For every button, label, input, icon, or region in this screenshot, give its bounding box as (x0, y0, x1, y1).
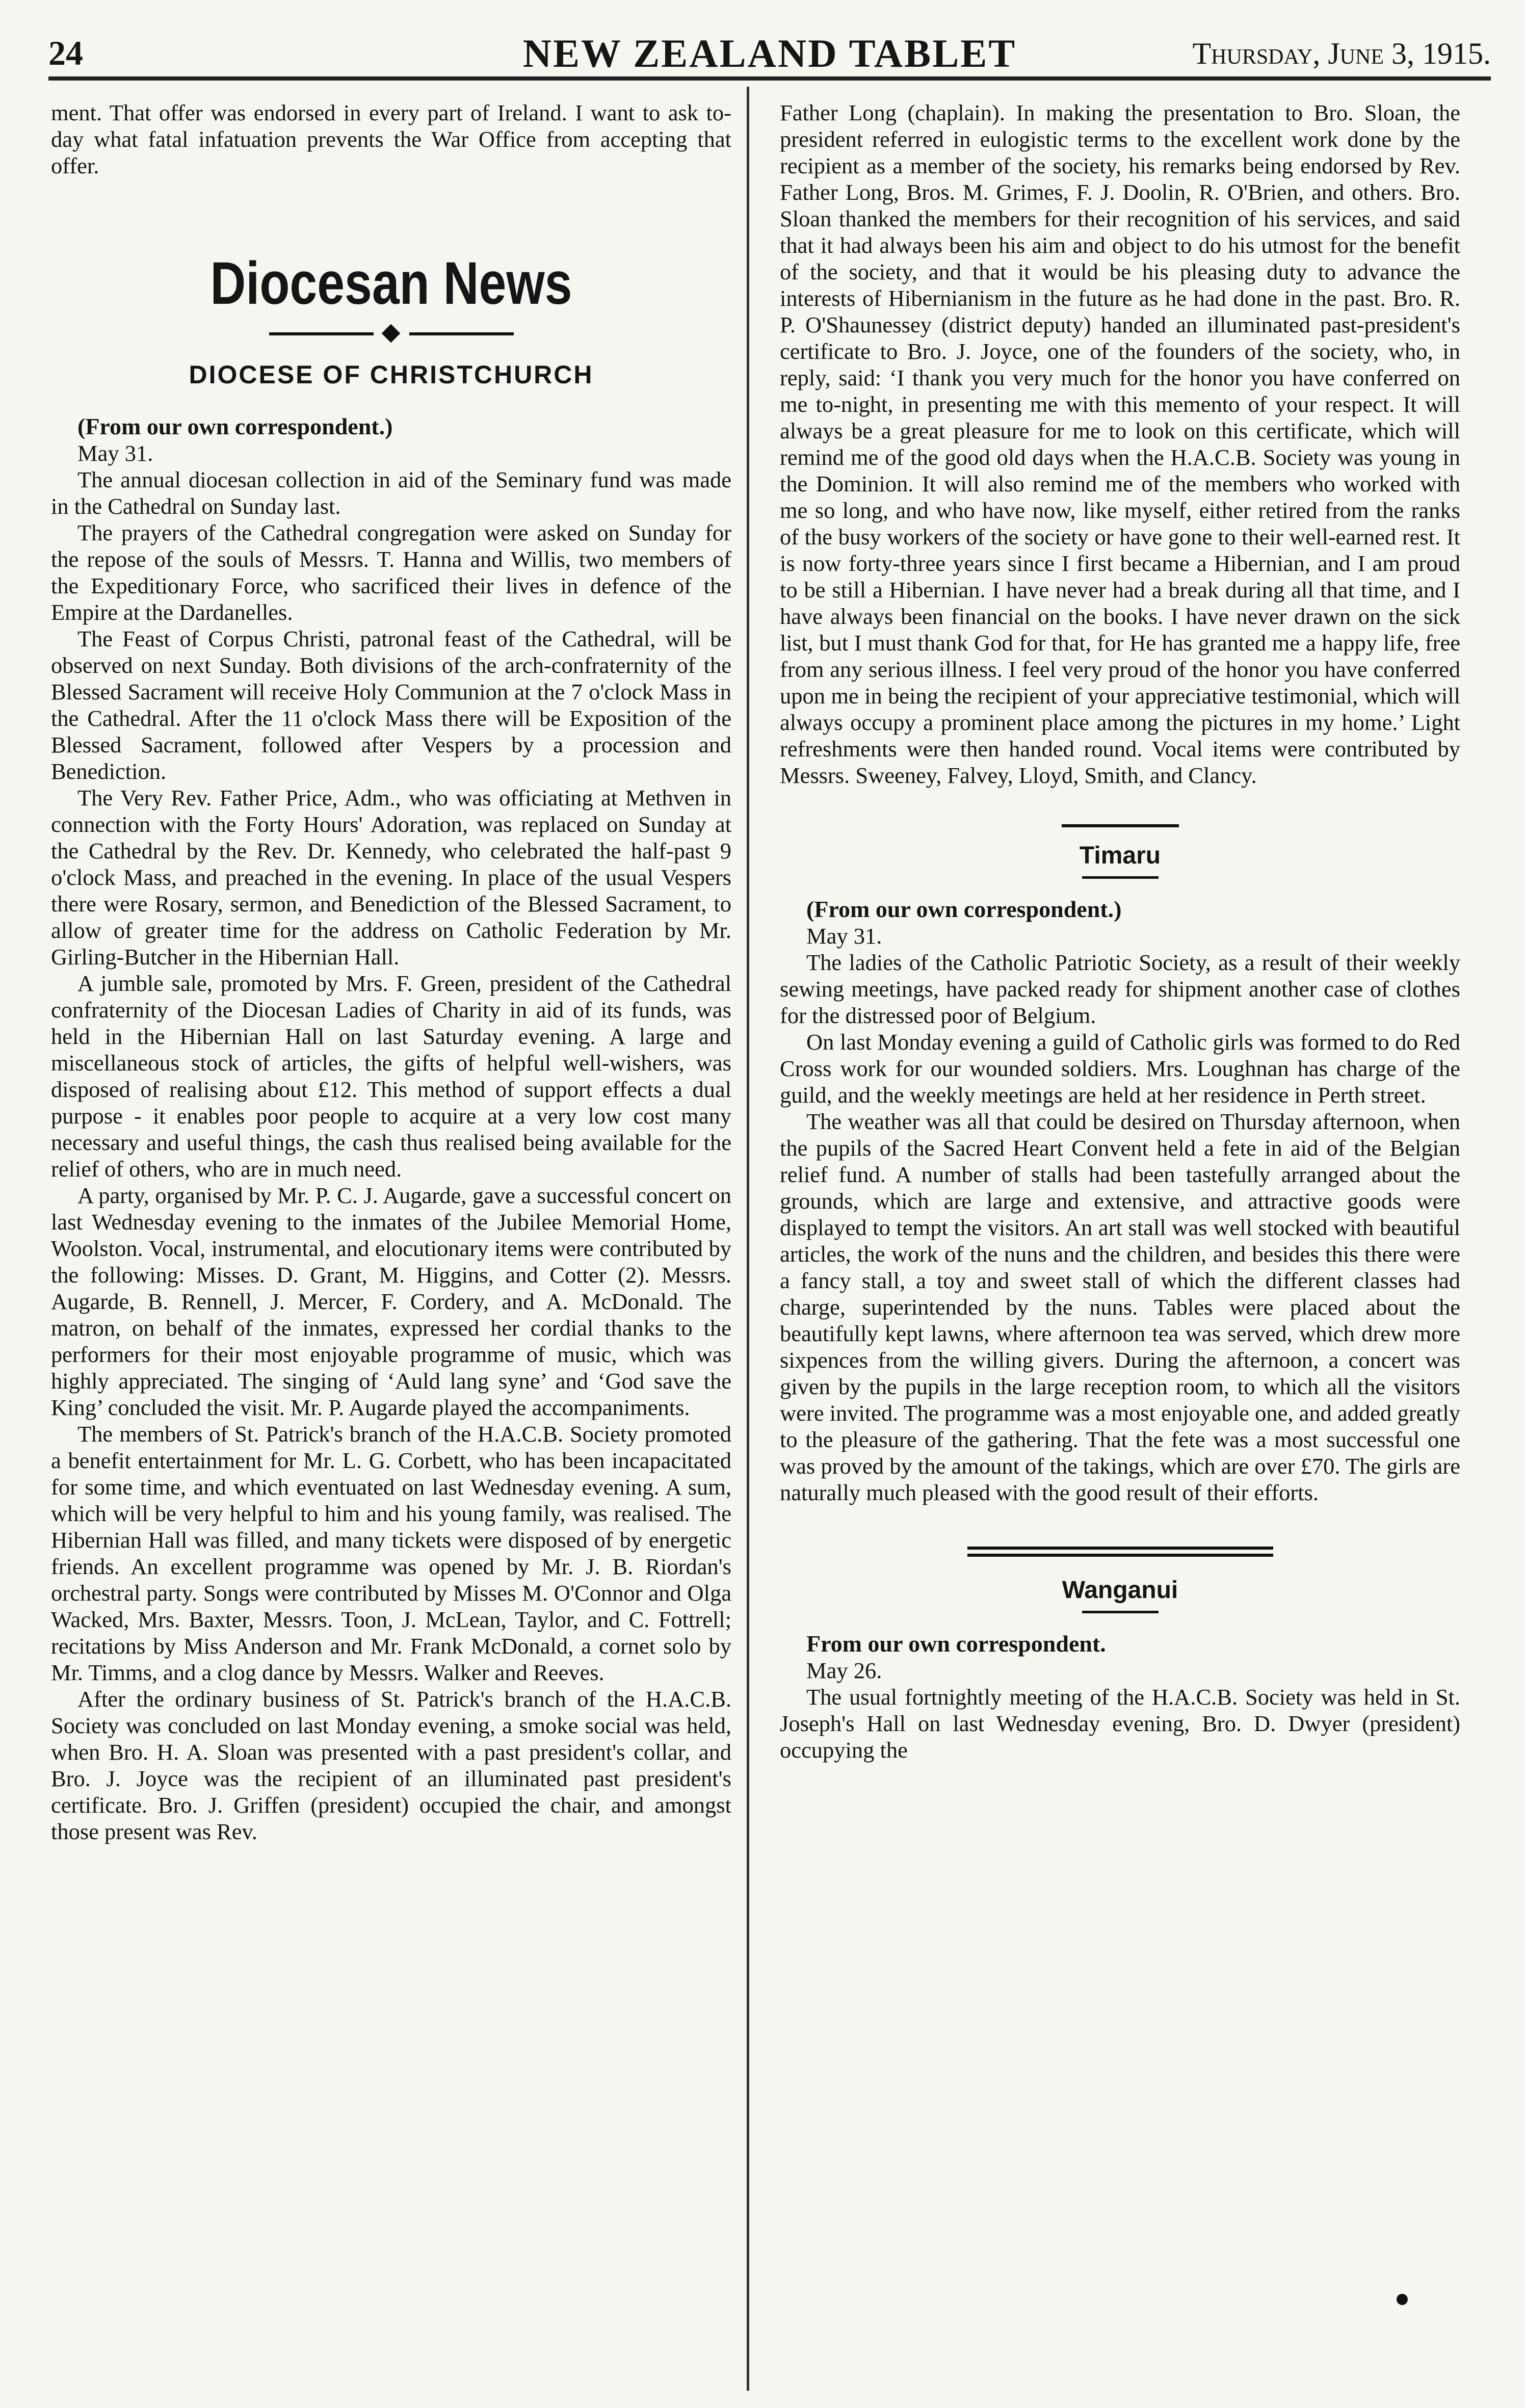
dateline: May 31. (806, 923, 882, 949)
article-continuation: ment. That offer was endorsed in every part of Ireland. I want to ask to-day what fatal infatuation prevents the War Office from accepting that offer. (51, 100, 731, 178)
news-paragraph: A party, organised by Mr. P. C. J. Augarde, gave a successful concert on last Wednesday evening to the inmates of the Jubilee Memorial Home, Woolston. Vocal, instrumental, and elocutionary items were contributed by the following: Misses. D. Grant, M. Higgins, and Cotter (2). Messrs. Augarde, B. Rennell, J. Mercer, F. Cordery, and A. McDonald. The matron, on behalf of the inmates, expressed her cordial thanks to the performers for their most enjoyable programme of music, which was highly appreciated. The singing of ‘Auld lang syne’ and ‘God save the King’ concluded the visit. Mr. P. Augarde played the accompaniments. (51, 1183, 731, 1420)
right-column (780, 99, 1460, 1763)
news-paragraph: The prayers of the Cathedral congregation were asked on Sunday for the repose of the souls of Messrs. T. Hanna and Willis, two members of the Expeditionary Force, who sacrificed their lives in defence of the Empire at the Dardanelles. (51, 520, 731, 625)
page-dot (1397, 2294, 1408, 2305)
news-paragraph: The Feast of Corpus Christi, patronal feast of the Cathedral, will be observed on next Sunday. Both divisions of the arch-confraternity of the Blessed Sacrament will receive Holy Communion at the 7 o'clock Mass in the Cathedral. After the 11 o'clock Mass there will be Exposition of the Blessed Sacrament, followed after Vespers by a procession and Benediction. (51, 626, 731, 784)
news-paragraph: On last Monday evening a guild of Catholic girls was formed to do Red Cross work for our wounded soldiers. Mrs. Loughnan has charge of the guild, and the weekly meetings are held at her residence in Perth street. (780, 1029, 1460, 1108)
correspondent-line: (From our own correspondent.) (77, 413, 393, 439)
dateline: May 26. (806, 1658, 882, 1683)
column-divider (747, 87, 749, 2391)
correspondent-line: From our own correspondent. (806, 1631, 1106, 1657)
heading-underline (1082, 1611, 1159, 1613)
article-continuation: Father Long (chaplain). In making the presentation to Bro. Sloan, the president referred in eulogistic terms to the excellent work done by the recipient as a member of the society, his remarks being endorsed by Rev. Father Long, Bros. M. Grimes, F. J. Doolin, R. O'Brien, and others. Bro. Sloan thanked the members for their recognition of his services, and said that it had always been his aim and object to do his utmost for the benefit of the society, and that it would be his pleasing duty to advance the interests of Hibernianism in the future as he had done in the past. Bro. R. P. O'Shaunessey (district deputy) handed an illuminated past-president's certificate to Bro. J. Joyce, one of the founders of the society, who, in reply, said: ‘I thank you very much for the honor you have conferred on me to-night, in presenting me with this memento of your respect. It will always be a great pleasure for me to look on this certificate, which will remind me of the good old days when the H.A.C.B. Society was young in the Dominion. It will also remind me of the members who worked with me so long, and who have now, like myself, either retired from the ranks of the busy workers of the society or have gone to their well-earned rest. It is now forty-three years since I first became a Hibernian, and I am proud to be still a Hibernian. I have never had a break during all that time, and I have always been financial on the books. I have never drawn on the sick list, but I must thank God for that, for He has granted me a happy life, free from any serious illness. I feel very proud of the honor you have conferred upon me in being the recipient of your appreciative testimonial, which will always occupy a prominent place among the pictures in my home.’ Light refreshments were then handed round. Vocal items were contributed by Messrs. Sweeney, Falvey, Lloyd, Smith, and Clancy. (780, 100, 1460, 788)
news-paragraph: The usual fortnightly meeting of the H.A.C.B. Society was held in St. Joseph's Hall on last Wednesday evening, Bro. D. Dwyer (president) occupying the (780, 1684, 1460, 1763)
news-paragraph: After the ordinary business of St. Patrick's branch of the H.A.C.B. Society was concluded on last Monday evening, a smoke social was held, when Bro. H. A. Sloan was presented with a past president's collar, and Bro. J. Joyce was the recipient of an illuminated past president's certificate. Bro. J. Griffen (president) occupied the chair, and amongst those present was Rev. (51, 1686, 731, 1844)
news-paragraph: The annual diocesan collection in aid of the Seminary fund was made in the Cathedral on Sunday last. (51, 467, 731, 519)
news-paragraph: The members of St. Patrick's branch of the H.A.C.B. Society promoted a benefit entertainment for Mr. L. G. Corbett, who has been incapacitated for some time, and which eventuated on last Wednesday evening. A sum, which will be very helpful to him and his young family, was realised. The Hibernian Hall was filled, and many tickets were disposed of by energetic friends. An excellent programme was opened by Mr. J. B. Riordan's orchestral party. Songs were contributed by Misses M. O'Connor and Olga Wacked, Mrs. Baxter, Messrs. Toon, J. McLean, Taylor, and C. Fottrell; recitations by Miss Anderson and Mr. Frank McDonald, a cornet solo by Mr. Timms, and a clog dance by Messrs. Walker and Reeves. (51, 1421, 731, 1685)
section-divider (1062, 824, 1179, 827)
ornament-divider (269, 327, 514, 341)
page-header (48, 28, 1491, 74)
timaru-heading: Timaru (1079, 842, 1161, 869)
news-paragraph: The weather was all that could be desired on Thursday afternoon, when the pupils of the Sacred Heart Convent held a fete in aid of the Belgian relief fund. A number of stalls had been tastefully arranged about the grounds, which are large and extensive, and attractive goods were displayed to tempt the visitors. An art stall was well stocked with beautiful articles, the work of the nuns and the children, and besides this there were a fancy stall, a toy and sweet stall of which the different classes had charge, superintended by the nuns. Tables were placed about the beautifully kept lawns, where afternoon tea was served, which drew more sixpences from the willing givers. During the afternoon, a concert was given by the pupils in the large reception room, to which all the visitors were invited. The programme was a most enjoyable one, and added greatly to the pleasure of the gathering. That the fete was a most successful one was proved by the amount of the takings, which are over £70. The girls are naturally much pleased with the good result of their efforts. (780, 1109, 1460, 1505)
issue-date: Thursday, June 3, 1915. (1192, 37, 1491, 70)
news-paragraph: The Very Rev. Father Price, Adm., who was officiating at Methven in connection with the Forty Hours' Adoration, was replaced on Sunday at the Cathedral by the Rev. Dr. Kennedy, who celebrated the half-past 9 o'clock Mass, and preached in the evening. In place of the usual Vespers there were Rosary, sermon, and Benediction of the Blessed Sacrament, to allow of greater time for the address on Catholic Federation by Mr. Girling-Butcher in the Hibernian Hall. (51, 785, 731, 970)
left-column (51, 99, 731, 1845)
double-rule-divider (967, 1547, 1273, 1557)
news-paragraph: A jumble sale, promoted by Mrs. F. Green, president of the Cathedral confraternity of the Diocesan Ladies of Charity in aid of its funds, was held in the Hibernian Hall on last Saturday evening. A large and miscellaneous stock of articles, the gifts of helpful well-wishers, was disposed of realising about £12. This method of support effects a dual purpose - it enables poor people to acquire at a very low cost many necessary and useful things, the cash thus realised being available for the relief of others, who are in much need. (51, 971, 731, 1182)
diamond-icon (381, 324, 400, 343)
wanganui-heading: Wanganui (1062, 1577, 1178, 1604)
masthead: NEW ZEALAND TABLET (522, 31, 1017, 75)
page-number: 24 (48, 34, 83, 72)
heading-underline (1082, 876, 1159, 879)
section-title: Diocesan News (210, 250, 572, 317)
diocese-heading: DIOCESE OF CHRISTCHURCH (189, 360, 594, 389)
correspondent-line: (From our own correspondent.) (806, 896, 1122, 922)
header-rule (48, 76, 1491, 81)
news-paragraph: The ladies of the Catholic Patriotic Society, as a result of their weekly sewing meetings, have packed ready for shipment another case of clothes for the distressed poor of Belgium. (780, 950, 1460, 1028)
dateline: May 31. (77, 440, 153, 466)
